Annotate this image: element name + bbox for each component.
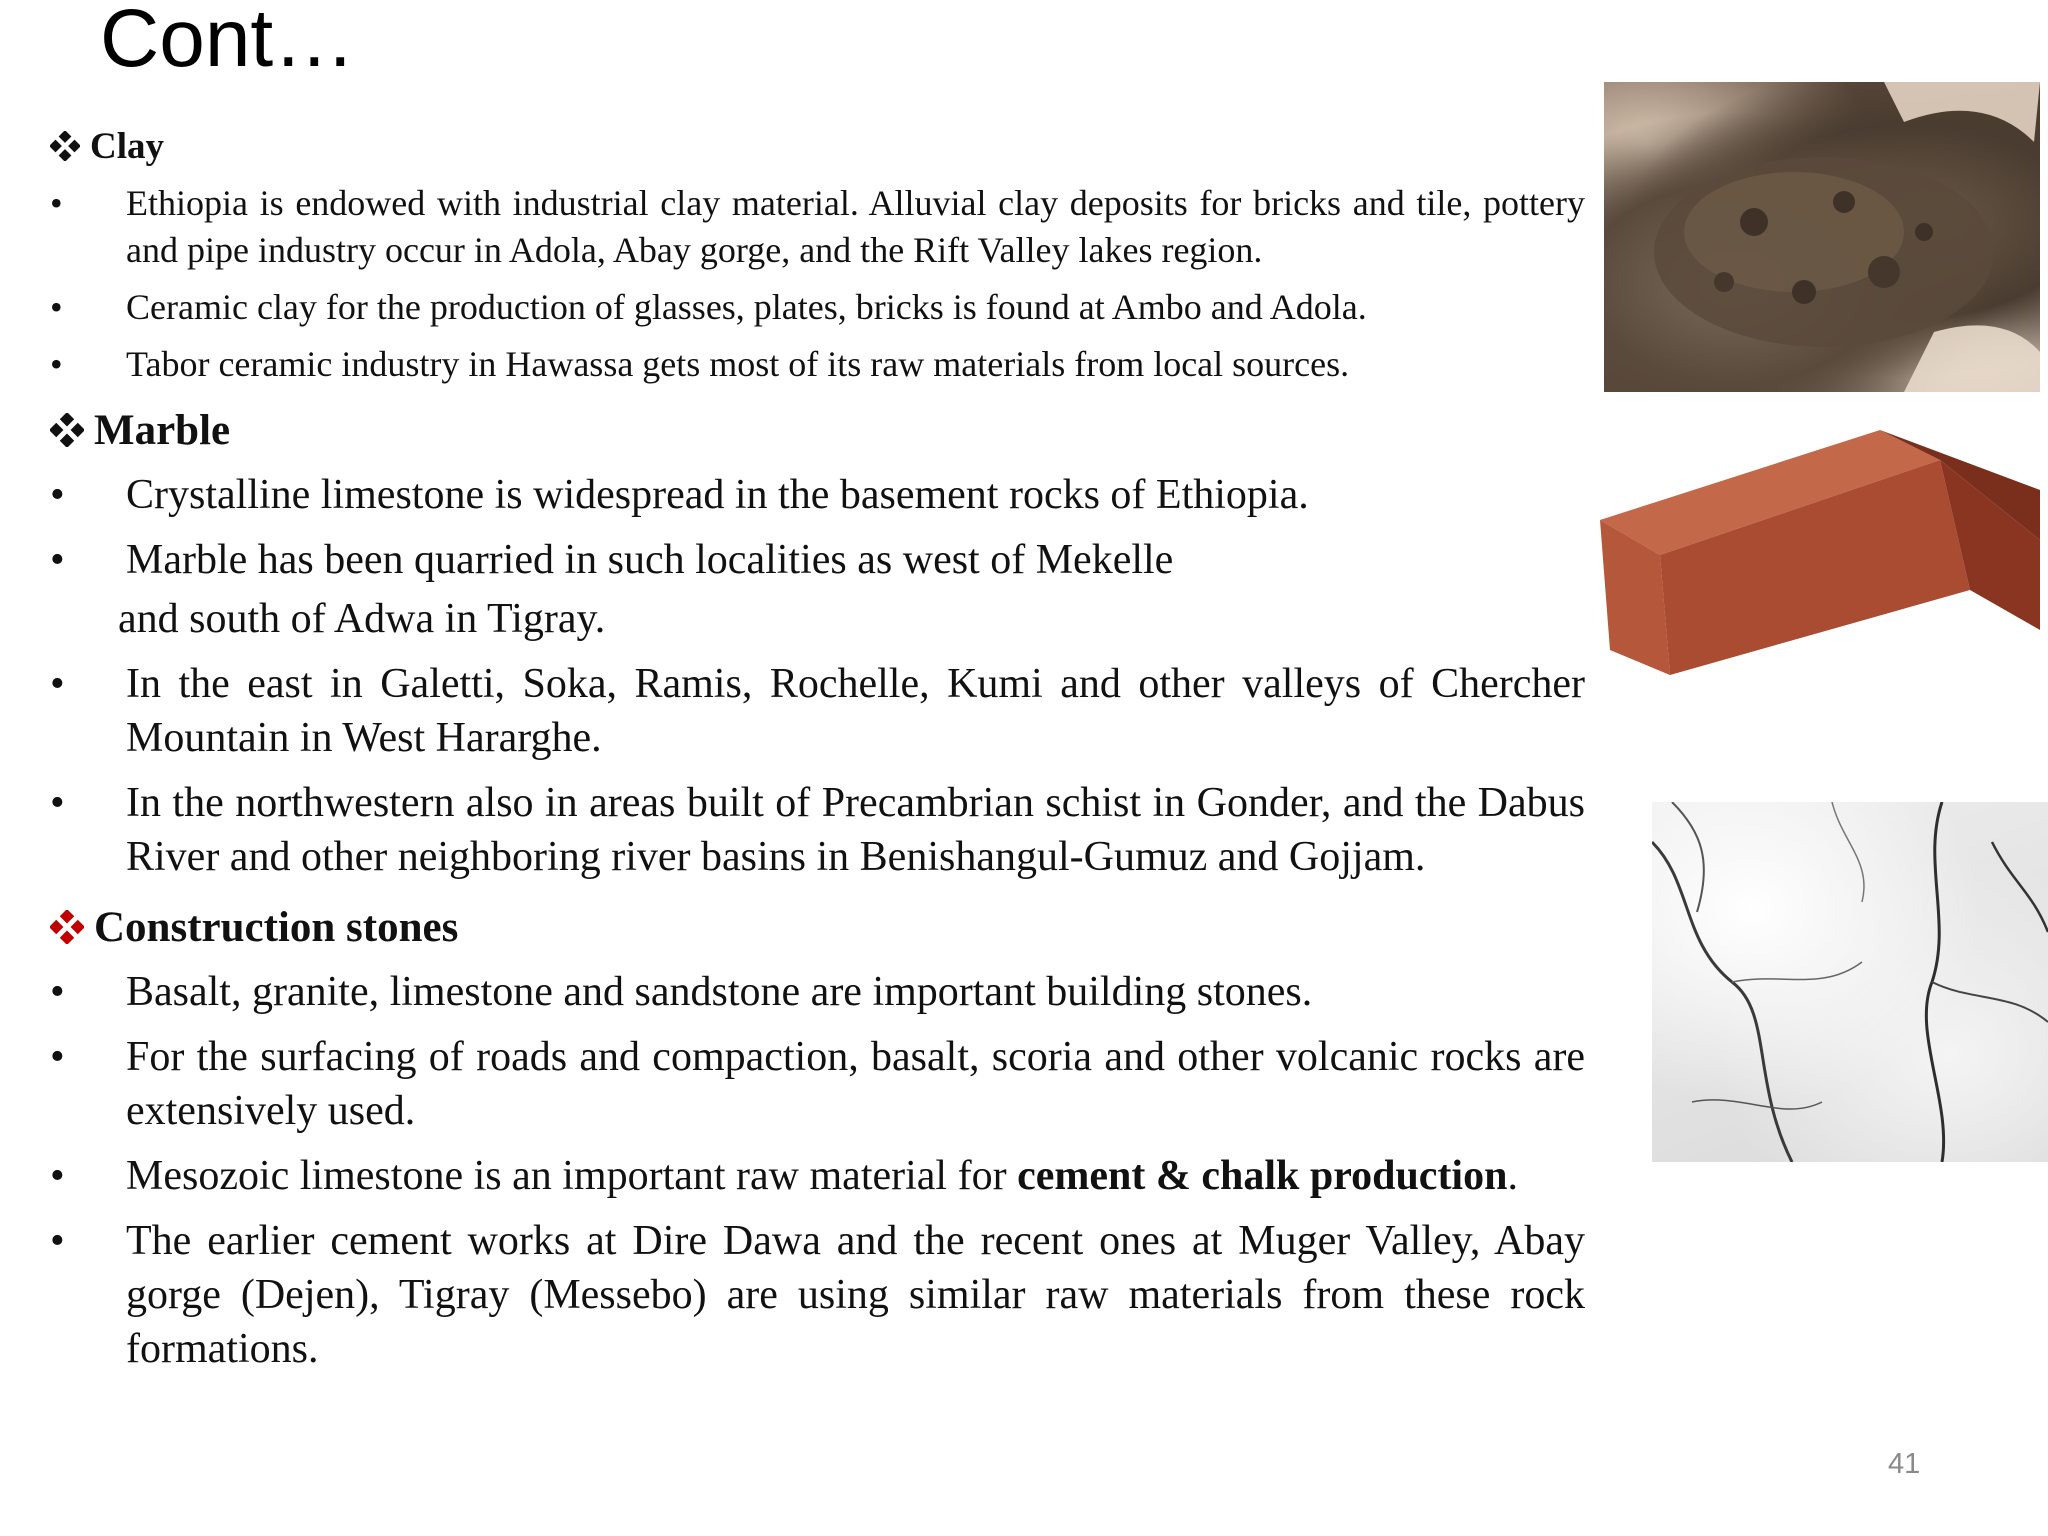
bullet-item: • Crystalline limestone is widespread in the basement rocks of Ethiopia. (50, 468, 1585, 522)
bullet-item: • For the surfacing of roads and compaction, basalt, scoria and other volcanic rocks are extensively used. (50, 1030, 1585, 1138)
section-heading-construction (50, 895, 1585, 959)
bullet-text: Mesozoic limestone is an important raw material for (126, 1153, 1018, 1199)
bullet-continuation: and south of Adwa in Tigray. (118, 596, 606, 642)
bullet-item-mesozoic (50, 1149, 1585, 1203)
bullet-bold-text: cement & chalk production (1017, 1153, 1508, 1199)
diamond-bullet-icon (50, 413, 84, 447)
bullet-item: • In the northwestern also in areas built of Precambrian schist in Gonder, and the Dabus River and other neighboring river basins in Benishangul-Gumuz and Gojjam. (50, 776, 1585, 884)
slide-content (50, 118, 1585, 1387)
diamond-bullet-icon (50, 131, 80, 161)
red-diamond-bullet-icon (50, 910, 84, 944)
bullet-item: • Ethiopia is endowed with industrial clay material. Alluvial clay deposits for bricks and tile, pottery and pipe industry occur in Adola, Abay gorge, and the Rift Valley lakes region. (50, 180, 1585, 274)
bullet-item: • Tabor ceramic industry in Hawassa gets most of its raw materials from local sources. (50, 341, 1585, 388)
section-heading-clay (50, 118, 1585, 174)
bullet-item: • In the east in Galetti, Soka, Ramis, Rochelle, Kumi and other valleys of Chercher Mountain in West Hararghe. (50, 657, 1585, 765)
section-heading-marble (50, 398, 1585, 462)
bullet-item: • Basalt, granite, limestone and sandstone are important building stones. (50, 965, 1585, 1019)
section-heading-text: Construction stones (94, 903, 459, 951)
bullet-item: • Ceramic clay for the production of glasses, plates, bricks is found at Ambo and Adola. (50, 284, 1585, 331)
slide-title: Cont… (100, 0, 356, 84)
red-brick-image (1600, 430, 2040, 675)
clay-in-hands-image (1604, 82, 2040, 392)
bullet-item: • Marble has been quarried in such localities as west of Mekelle (50, 533, 1585, 587)
page-number: 41 (1888, 1448, 1921, 1480)
section-heading-text: Clay (90, 125, 164, 167)
bullet-text-end: . (1507, 1153, 1518, 1199)
section-heading-text: Marble (94, 406, 231, 454)
marble-texture-image (1652, 802, 2048, 1162)
bullet-item: • The earlier cement works at Dire Dawa and the recent ones at Muger Valley, Abay gorge (Dejen), Tigray (Messebo) are using similar raw materials from these rock formations. (50, 1214, 1585, 1376)
